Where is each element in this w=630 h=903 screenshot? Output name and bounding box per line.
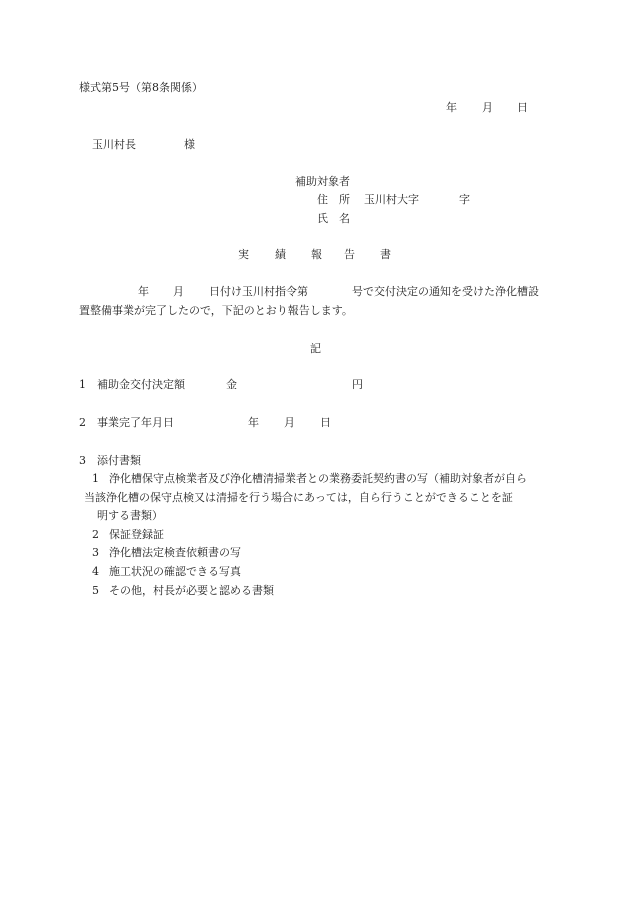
item-number: 2 <box>79 416 86 429</box>
completion-year: 年 <box>248 416 259 429</box>
body-rest: 号で交付決定の通知を受けた浄化槽設 <box>352 285 539 298</box>
body-day-text: 日付け玉川村指令第 <box>209 285 308 298</box>
completion-day: 日 <box>320 416 331 429</box>
title-char: 報 <box>311 248 322 261</box>
applicant-heading: 補助対象者 <box>295 175 350 188</box>
item-label: 添付書類 <box>97 454 141 467</box>
address-label: 住 所 <box>317 193 350 206</box>
attachment-text: 施工状況の確認できる写真 <box>109 565 241 578</box>
item-label: 補助金交付決定額 <box>97 378 185 391</box>
date-day: 日 <box>517 101 528 114</box>
item-label: 事業完了年月日 <box>97 416 174 429</box>
addressee-name: 玉川村長 <box>92 138 136 151</box>
title-char: 告 <box>344 248 355 261</box>
attachment-text: 当該浄化槽の保守点検又は清掃を行う場合にあっては，自ら行うことができることを証 <box>84 491 513 504</box>
title-char: 績 <box>275 248 286 261</box>
body-month: 月 <box>173 285 184 298</box>
address-value: 玉川村大字 <box>364 193 419 206</box>
attachment-number: 4 <box>92 565 99 578</box>
ki-heading: 記 <box>310 342 321 355</box>
amount-prefix: 金 <box>226 378 237 391</box>
attachment-text: その他，村長が必要と認める書類 <box>109 584 274 597</box>
address-suffix: 字 <box>459 193 470 206</box>
completion-month: 月 <box>284 416 295 429</box>
attachment-text: 浄化槽法定検査依頼書の写 <box>109 546 241 559</box>
title-char: 実 <box>238 248 249 261</box>
body-line2: 置整備事業が完了したので，下記のとおり報告します。 <box>79 304 353 317</box>
date-month: 月 <box>482 101 493 114</box>
attachment-number: 1 <box>92 472 99 485</box>
item-number: 1 <box>79 378 86 391</box>
attachment-text: 明する書類） <box>97 509 163 522</box>
name-label: 氏 名 <box>317 212 350 225</box>
attachment-number: 3 <box>92 546 99 559</box>
attachment-text: 保証登録証 <box>109 528 164 541</box>
title-char: 書 <box>380 248 391 261</box>
form-number: 様式第5号（第8条関係） <box>79 81 203 94</box>
attachment-number: 2 <box>92 528 99 541</box>
date-year: 年 <box>446 101 457 114</box>
attachment-number: 5 <box>92 584 99 597</box>
addressee-honorific: 様 <box>184 138 195 151</box>
item-number: 3 <box>79 454 86 467</box>
body-year: 年 <box>138 285 149 298</box>
attachment-text: 浄化槽保守点検業者及び浄化槽清掃業者との業務委託契約書の写（補助対象者が自ら <box>109 472 527 485</box>
amount-unit: 円 <box>352 378 363 391</box>
